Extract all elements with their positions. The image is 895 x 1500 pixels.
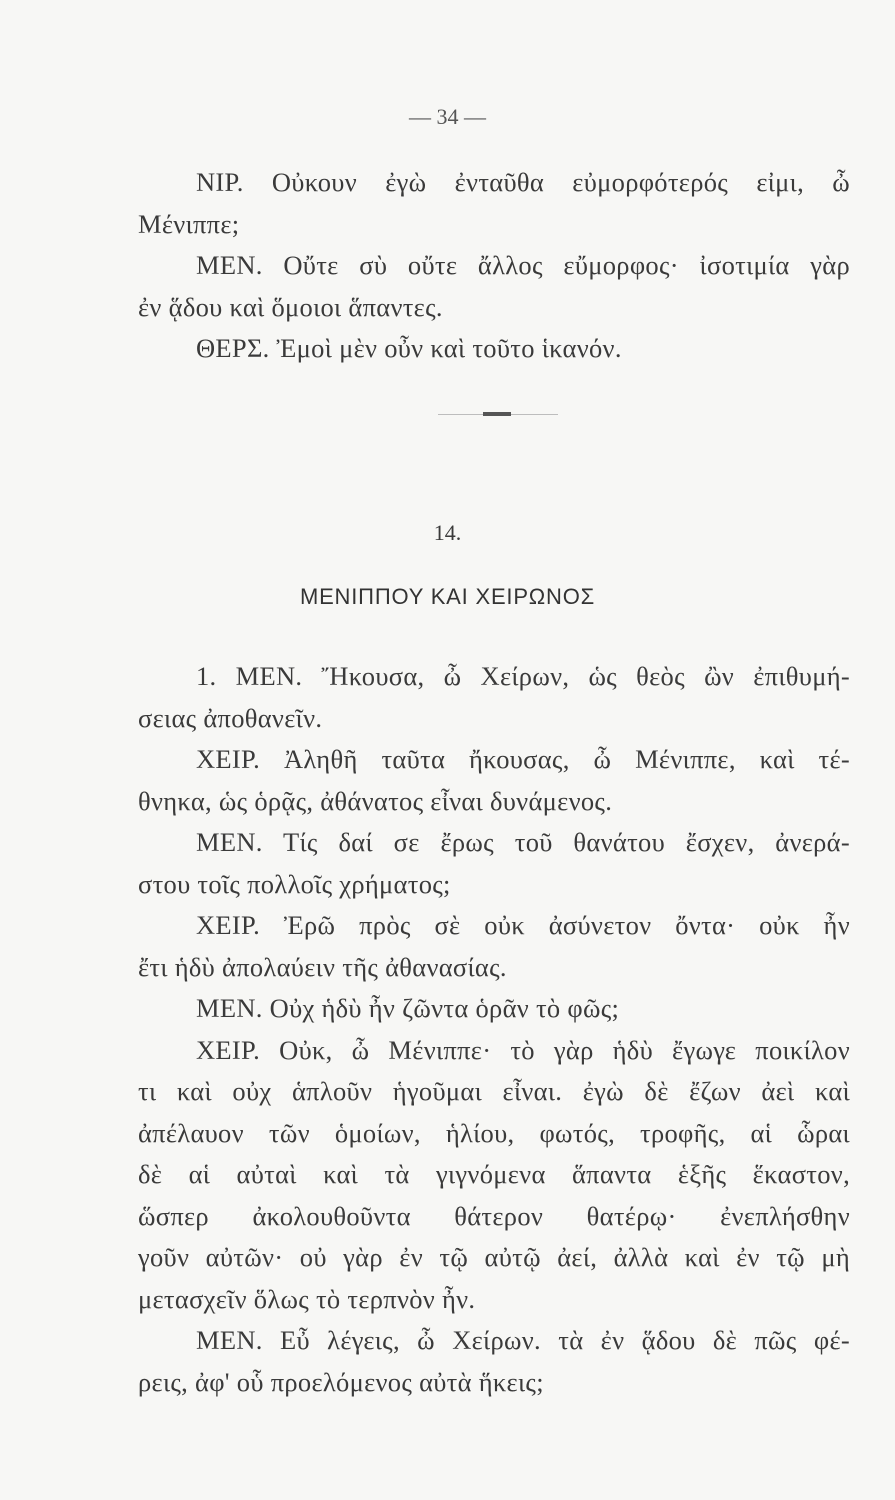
text-line: 1. ΜΕΝ. Ἤκουσα, ὦ Χείρων, ὡς θεὸς ὢν ἐπιθυμή- — [196, 661, 850, 691]
text-line: Μένιππε; — [138, 208, 240, 239]
text-line: σειας ἀποθανεῖν. — [138, 702, 323, 733]
text-line: ΜΕΝ. Εὖ λέγεις, ὦ Χείρων. τὰ ἐν ᾅδου δὲ πῶς φέ- — [196, 1325, 850, 1355]
page-number: — 34 — — [409, 104, 486, 129]
text-line: ΧΕΙΡ. Οὐκ, ὦ Μένιππε· τὸ γὰρ ἡδὺ ἔγωγε ποικίλον — [196, 1034, 850, 1065]
text-line: δὲ αἱ αὐταὶ καὶ τὰ γιγνόμενα ἅπαντα ἑξῆς ἕκαστον, — [138, 1159, 850, 1189]
text-line: γοῦν αὐτῶν· οὐ γὰρ ἐν τῷ αὐτῷ ἀεί, ἀλλὰ καὶ ἐν τῷ μὴ — [138, 1242, 850, 1272]
text-line: ρεις, ἀφ' οὗ προελόμενος αὐτὰ ἥκεις; — [138, 1366, 544, 1397]
text-line: ΝΙΡ. Οὐκουν ἐγὼ ἐνταῦθα εὐμορφότερός εἰμι, ὦ — [196, 167, 850, 197]
section-title: ΜΕΝΙΠΠΟΥ ΚΑΙ ΧΕΙΡΩΝΟΣ — [299, 584, 596, 609]
dialogue-block-body — [138, 656, 850, 1403]
text-line: θνηκα, ὡς ὁρᾷς, ἀθάνατος εἶναι δυνάμενος. — [138, 785, 613, 816]
text-line: ΘΕΡΣ. Ἐμοὶ μὲν οὖν καὶ τοῦτο ἱκανόν. — [196, 333, 622, 363]
text-line: στου τοῖς πολλοῖς χρήματος; — [138, 868, 451, 899]
text-line: ἀπέλαυον τῶν ὁμοίων, ἡλίου, φωτός, τροφῆς, αἱ ὧραι — [138, 1117, 850, 1148]
divider-bar — [483, 412, 511, 416]
text-line: ἐν ᾅδου καὶ ὅμοιοι ἅπαντες. — [138, 291, 443, 322]
text-line: ἔτι ἡδὺ ἀπολαύειν τῆς ἀθανασίας. — [138, 951, 507, 982]
section-divider — [438, 411, 558, 419]
text-line: ΜΕΝ. Τίς δαί σε ἔρως τοῦ θανάτου ἔσχεν, ἀνερά- — [196, 827, 850, 857]
dialogue-block-top — [138, 162, 850, 370]
text-line: ΧΕΙΡ. Ἐρῶ πρὸς σὲ οὐκ ἀσύνετον ὄντα· οὐκ ἦν — [196, 910, 850, 940]
text-line: ὥσπερ ἀκολουθοῦντα θάτερον θατέρῳ· ἐνεπλήσθην — [138, 1200, 850, 1231]
text-line: ΜΕΝ. Οὔτε σὺ οὔτε ἄλλος εὔμορφος· ἰσοτιμία γὰρ — [196, 250, 850, 280]
section-number: 14. — [433, 520, 462, 545]
text-line: μετασχεῖν ὅλως τὸ τερπνὸν ἦν. — [138, 1283, 476, 1314]
text-line: ΜΕΝ. Οὐχ ἡδὺ ἦν ζῶντα ὁρᾶν τὸ φῶς; — [196, 993, 620, 1023]
text-line: τι καὶ οὐχ ἁπλοῦν ἡγοῦμαι εἶναι. ἐγὼ δὲ ἔζων ἀεὶ καὶ — [138, 1076, 850, 1106]
text-line: ΧΕΙΡ. Ἀληθῆ ταῦτα ἤκουσας, ὦ Μένιππε, καὶ τέ- — [196, 744, 850, 774]
